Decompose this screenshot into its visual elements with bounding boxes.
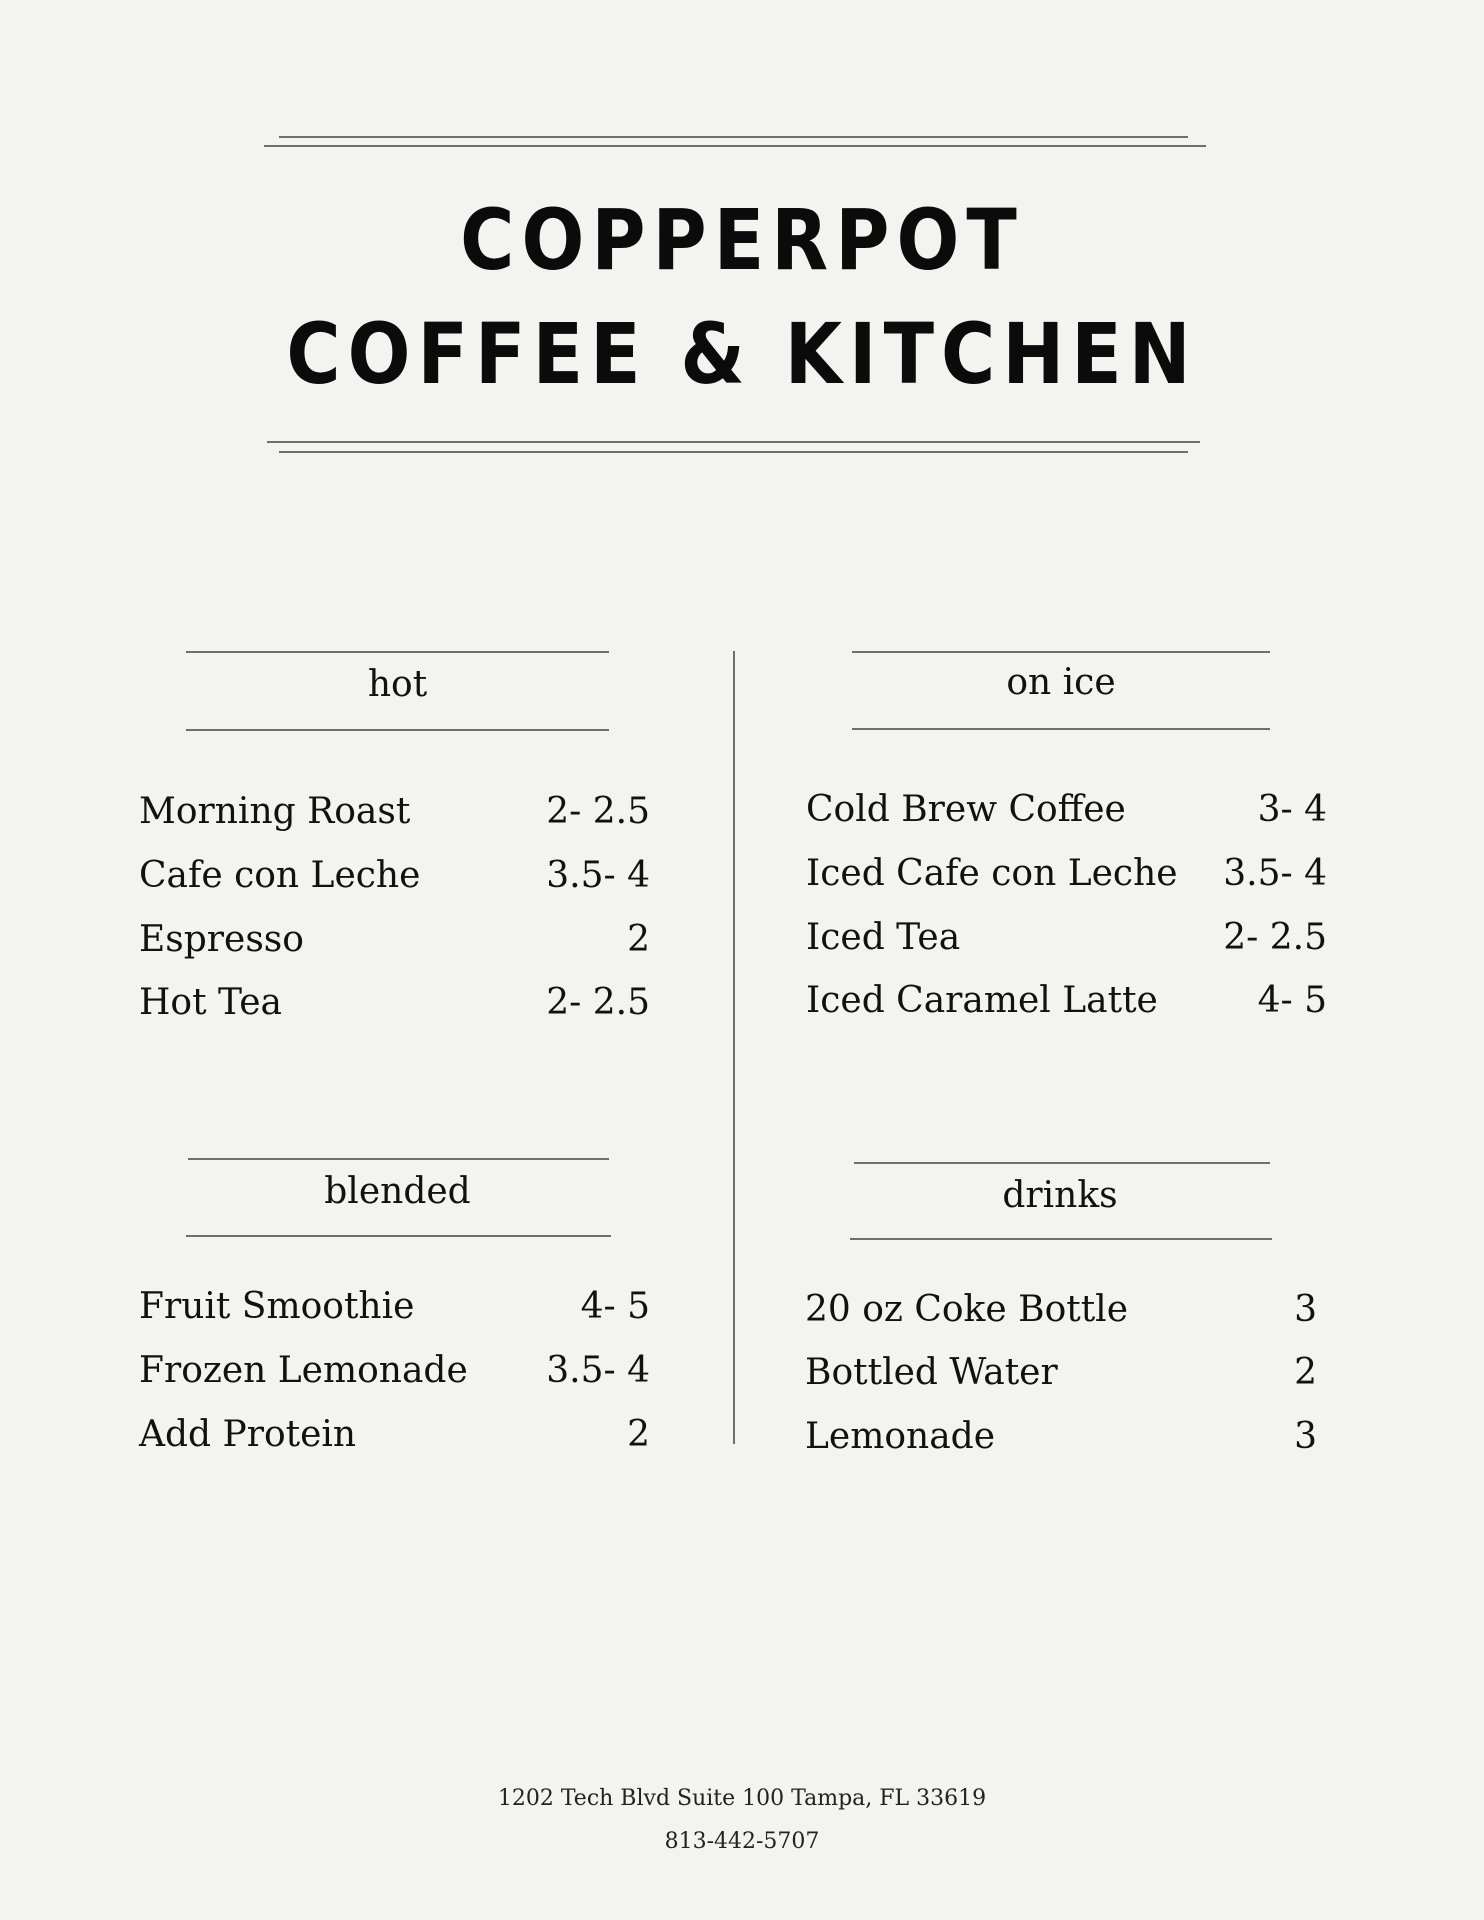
menu-item-name: Fruit Smoothie <box>139 1286 415 1327</box>
menu-item-name: Espresso <box>139 919 304 960</box>
section-title-hot: hot <box>367 664 428 705</box>
section-title-drinks: drinks <box>1002 1175 1118 1216</box>
address: 1202 Tech Blvd Suite 100 Tampa, FL 33619 <box>497 1786 987 1811</box>
hot-rule-bottom <box>186 729 609 731</box>
drinks-rule-bottom <box>850 1238 1272 1240</box>
menu-item-name: Lemonade <box>805 1416 996 1457</box>
blended-rule-top <box>188 1158 609 1160</box>
menu-item-name: Iced Cafe con Leche <box>806 853 1178 894</box>
blended-rule-bottom <box>186 1235 611 1237</box>
menu-item-price: 3.5- 4 <box>546 1350 650 1391</box>
hot-rule-top <box>186 651 609 653</box>
menu-item-price: 2 <box>627 919 650 960</box>
menu-item-name: Hot Tea <box>139 982 282 1023</box>
menu-item-name: Iced Caramel Latte <box>806 980 1158 1021</box>
menu-item-price: 2- 2.5 <box>1223 917 1327 958</box>
menu-item-price: 4- 5 <box>580 1286 650 1327</box>
menu-item-price: 2- 2.5 <box>546 982 650 1023</box>
section-title-on-ice: on ice <box>1006 662 1116 703</box>
header-top-rule-lower <box>264 145 1206 147</box>
menu-item-name: Bottled Water <box>805 1352 1058 1393</box>
menu-item-price: 2 <box>627 1414 650 1455</box>
menu-item-price: 3.5- 4 <box>1223 853 1327 894</box>
menu-item-price: 3 <box>1294 1416 1317 1457</box>
menu-item-price: 3.5- 4 <box>546 855 650 896</box>
menu-item-price: 3- 4 <box>1257 789 1327 830</box>
menu-item-price: 3 <box>1294 1289 1317 1330</box>
menu-item-price: 2- 2.5 <box>546 791 650 832</box>
header-bottom-rule-lower <box>279 451 1188 453</box>
menu-item-name: Cafe con Leche <box>139 855 421 896</box>
column-divider <box>733 651 735 1444</box>
phone-number: 813-442-5707 <box>664 1829 820 1854</box>
header-bottom-rule-upper <box>267 441 1200 443</box>
menu-item-name: Morning Roast <box>139 791 411 832</box>
menu-item-name: 20 oz Coke Bottle <box>805 1289 1128 1330</box>
menu-item-name: Frozen Lemonade <box>139 1350 468 1391</box>
menu-item-price: 4- 5 <box>1257 980 1327 1021</box>
drinks-rule-top <box>854 1162 1270 1164</box>
on-ice-rule-top <box>852 651 1270 653</box>
on-ice-rule-bottom <box>852 728 1270 730</box>
restaurant-name-line1: COPPERPOT <box>460 191 1024 289</box>
menu-item-price: 2 <box>1294 1352 1317 1393</box>
section-title-blended: blended <box>324 1171 471 1212</box>
menu-item-name: Cold Brew Coffee <box>806 789 1126 830</box>
menu-item-name: Add Protein <box>139 1414 357 1455</box>
menu-item-name: Iced Tea <box>806 917 961 958</box>
header-top-rule-upper <box>279 136 1188 138</box>
restaurant-name-line2: COFFEE & KITCHEN <box>286 305 1198 403</box>
